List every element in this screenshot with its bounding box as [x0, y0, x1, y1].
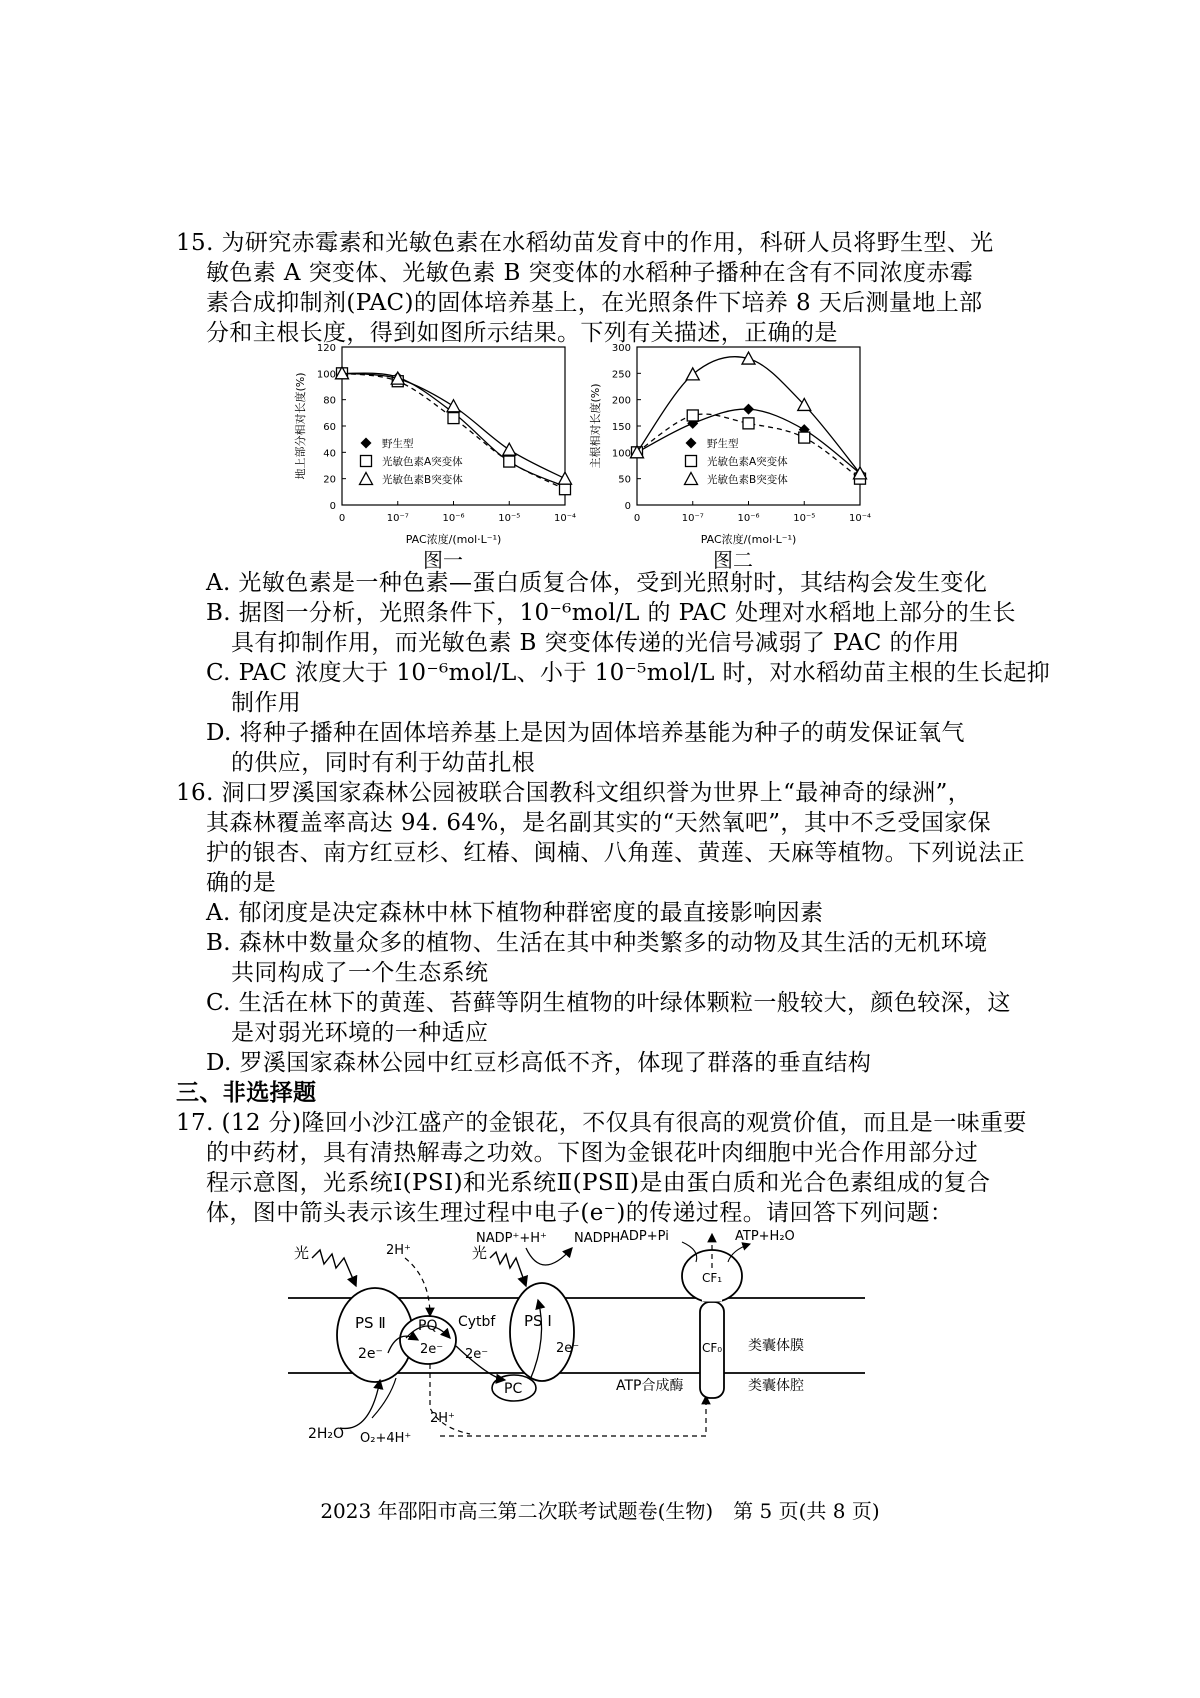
q16-line-1: 16. 洞口罗溪国家森林公园被联合国教科文组织誉为世界上“最神奇的绿洲”， — [176, 780, 972, 806]
x-tick-label: 0 — [338, 513, 346, 524]
y-tick-label: 100 — [316, 369, 336, 381]
pq-electron-label: 2e⁻ — [420, 1342, 444, 1357]
data-point-1 — [799, 432, 810, 443]
atp-synthase-label: ATP合成酶 — [616, 1378, 684, 1394]
y-axis-label: 地上部分相对长度(%) — [294, 372, 307, 480]
y-tick-label: 200 — [611, 395, 631, 407]
q15-line-2: 敏色素 A 突变体、光敏色素 B 突变体的水稻种子播种在含有不同浓度赤霉 — [206, 260, 974, 286]
x-tick-label: 10⁻⁴ — [848, 513, 872, 524]
legend-marker-1 — [686, 456, 697, 467]
light-label-1: 光 — [294, 1244, 310, 1262]
adp-label: ADP+Pi — [620, 1229, 669, 1244]
x-axis-label: PAC浓度/(mol·L⁻¹) — [405, 533, 502, 545]
q15-option-d-1: D. 将种子播种在固体培养基上是因为固体培养基能为种子的萌发保证氧气 — [206, 720, 965, 746]
q15-option-b-2: 具有抑制作用，而光敏色素 B 突变体传递的光信号减弱了 PAC 的作用 — [231, 630, 960, 656]
light-arrow-1 — [312, 1250, 356, 1286]
cf1-label: CF₁ — [702, 1271, 723, 1285]
photosynthesis-diagram — [280, 1228, 880, 1488]
legend-label-0: 野生型 — [707, 438, 739, 450]
y-tick-label: 300 — [611, 343, 631, 354]
y-tick-label: 120 — [316, 343, 336, 354]
data-point-1 — [448, 413, 459, 424]
h-top-arrow — [405, 1258, 430, 1316]
y-tick-label: 50 — [618, 474, 631, 486]
data-point-2 — [447, 400, 460, 412]
x-tick-label: 10⁻⁵ — [498, 513, 521, 524]
h-top-label: 2H⁺ — [386, 1243, 411, 1258]
q16-option-c-1: C. 生活在林下的黄莲、苔藓等阴生植物的叶绿体颗粒一般较大，颜色较深，这 — [206, 990, 1011, 1016]
y-tick-label: 80 — [323, 395, 336, 407]
psii-electron-label: 2e⁻ — [358, 1346, 383, 1362]
light-arrow-2 — [490, 1252, 526, 1286]
membrane-label: 类囊体膜 — [748, 1338, 804, 1354]
legend-label-2: 光敏色素B突变体 — [707, 474, 788, 486]
data-point-1 — [687, 410, 698, 421]
y-tick-label: 20 — [323, 474, 336, 486]
legend-label-1: 光敏色素A突变体 — [707, 456, 788, 468]
q16-option-b-1: B. 森林中数量众多的植物、生活在其中种类繁多的动物及其生活的无机环境 — [206, 930, 988, 956]
y-tick-label: 60 — [323, 422, 336, 433]
x-tick-label: 10⁻⁴ — [553, 513, 577, 524]
q17-line-1: 17. (12 分)隆回小沙江盛产的金银花，不仅具有很高的观赏价值，而且是一味重要 — [176, 1110, 1027, 1136]
cytbf-electron-label: 2e⁻ — [465, 1347, 489, 1362]
q15-option-a: A. 光敏色素是一种色素—蛋白质复合体，受到光照射时，其结构会发生变化 — [206, 570, 988, 596]
y-axis-label: 主根相对长度(%) — [589, 383, 602, 469]
y-tick-label: 40 — [323, 448, 336, 460]
legend-marker-1 — [361, 456, 372, 467]
lumen-label: 类囊体腔 — [748, 1378, 804, 1394]
nadph-label: NADPH — [574, 1231, 621, 1246]
h3-label — [708, 1228, 729, 1229]
chart-figure-2 — [575, 335, 875, 545]
pc-label: PC — [504, 1381, 523, 1397]
legend-marker-0 — [686, 438, 697, 449]
series-line-1 — [342, 373, 565, 489]
q16-option-a: A. 郁闭度是决定森林中林下植物种群密度的最直接影响因素 — [206, 900, 824, 926]
page-footer: 2023 年邵阳市高三第二次联考试题卷(生物) 第 5 页(共 8 页) — [320, 1499, 880, 1523]
h-bottom-label: 2H⁺ — [430, 1411, 455, 1426]
q15-option-b-1: B. 据图一分析，光照条件下，10⁻⁶mol/L 的 PAC 处理对水稻地上部分的生长 — [206, 600, 1016, 626]
nadp-label: NADP⁺+H⁺ — [476, 1231, 547, 1246]
y-tick-label: 150 — [611, 422, 631, 433]
x-tick-label: 10⁻⁶ — [737, 513, 760, 524]
q15-option-c-1: C. PAC 浓度大于 10⁻⁶mol/L、小于 10⁻⁵mol/L 时，对水稻幼苗主根的生长起抑 — [206, 660, 1051, 686]
series-line-0 — [342, 373, 565, 486]
section-heading: 三、非选择题 — [176, 1079, 317, 1106]
chart-figure-1 — [280, 335, 580, 545]
q16-option-c-2: 是对弱光环境的一种适应 — [231, 1020, 489, 1046]
legend-label-0: 野生型 — [382, 438, 414, 450]
q16-line-3: 护的银杏、南方红豆杉、红椿、闽楠、八角莲、黄莲、天麻等植物。下列说法正 — [206, 840, 1025, 866]
data-point-2 — [686, 368, 699, 380]
x-tick-label: 10⁻⁷ — [386, 513, 409, 524]
q17-line-4: 体，图中箭头表示该生理过程中电子(e⁻)的传递过程。请回答下列问题： — [206, 1200, 954, 1226]
y-tick-label: 0 — [329, 501, 336, 512]
psii-label: PS Ⅱ — [355, 1314, 386, 1332]
figure-2-caption: 图二 — [713, 548, 753, 572]
legend-marker-2 — [685, 473, 698, 485]
y-tick-label: 250 — [611, 369, 631, 381]
legend-label-2: 光敏色素B突变体 — [382, 474, 463, 486]
y-tick-label: 100 — [611, 448, 631, 460]
q15-line-3: 素合成抑制剂(PAC)的固体培养基上，在光照条件下培养 8 天后测量地上部 — [206, 290, 983, 316]
y-tick-label: 0 — [624, 501, 631, 512]
x-tick-label: 10⁻⁷ — [681, 513, 704, 524]
proton-gradient-arrow — [440, 1396, 706, 1436]
atp-label: ATP+H₂O — [735, 1229, 795, 1244]
x-tick-label: 10⁻⁵ — [793, 513, 816, 524]
q15-line-1: 15. 为研究赤霉素和光敏色素在水稻幼苗发育中的作用，科研人员将野生型、光 — [176, 230, 994, 256]
cytbf-label: Cytbf — [458, 1314, 496, 1330]
nadp-arrow — [526, 1248, 572, 1265]
psi-label: PS Ⅰ — [524, 1312, 552, 1330]
data-point-1 — [560, 484, 571, 495]
psi-electron-label: 2e⁻ — [556, 1341, 580, 1356]
x-tick-label: 0 — [633, 513, 641, 524]
q16-line-2: 其森林覆盖率高达 94. 64%，是名副其实的“天然氧吧”，其中不乏受国家保 — [206, 810, 992, 836]
data-point-2 — [503, 443, 516, 455]
water-arrow — [340, 1380, 380, 1428]
q16-option-d: D. 罗溪国家森林公园中红豆杉高低不齐，体现了群落的垂直结构 — [206, 1050, 872, 1076]
figure-1-caption: 图一 — [423, 548, 463, 572]
q16-option-b-2: 共同构成了一个生态系统 — [231, 960, 489, 986]
legend-marker-2 — [360, 473, 373, 485]
q15-line-4: 分和主根长度，得到如图所示结果。下列有关描述，正确的是 — [206, 320, 838, 346]
x-tick-label: 10⁻⁶ — [442, 513, 465, 524]
q15-option-c-2: 制作用 — [231, 690, 302, 716]
q17-line-2: 的中药材，具有清热解毒之功效。下图为金银花叶肉细胞中光合作用部分过 — [206, 1140, 979, 1166]
x-axis-label: PAC浓度/(mol·L⁻¹) — [700, 533, 797, 545]
light-label-2: 光 — [472, 1244, 488, 1262]
pq-label: PQ — [418, 1318, 438, 1334]
q15-option-d-2: 的供应，同时有利于幼苗扎根 — [231, 750, 536, 776]
data-point-1 — [743, 418, 754, 429]
data-point-0 — [743, 404, 754, 415]
data-point-1 — [504, 456, 515, 467]
legend-label-1: 光敏色素A突变体 — [382, 456, 463, 468]
legend-marker-0 — [361, 438, 372, 449]
oxygen-label: O₂+4H⁺ — [360, 1431, 412, 1446]
data-point-2 — [559, 472, 572, 484]
q16-line-4: 确的是 — [206, 870, 277, 896]
water-label: 2H₂O — [308, 1426, 345, 1442]
q17-line-3: 程示意图，光系统Ⅰ(PSⅠ)和光系统Ⅱ(PSⅡ)是由蛋白质和光合色素组成的复合 — [206, 1170, 991, 1196]
cf0-label: CF₀ — [702, 1341, 723, 1355]
